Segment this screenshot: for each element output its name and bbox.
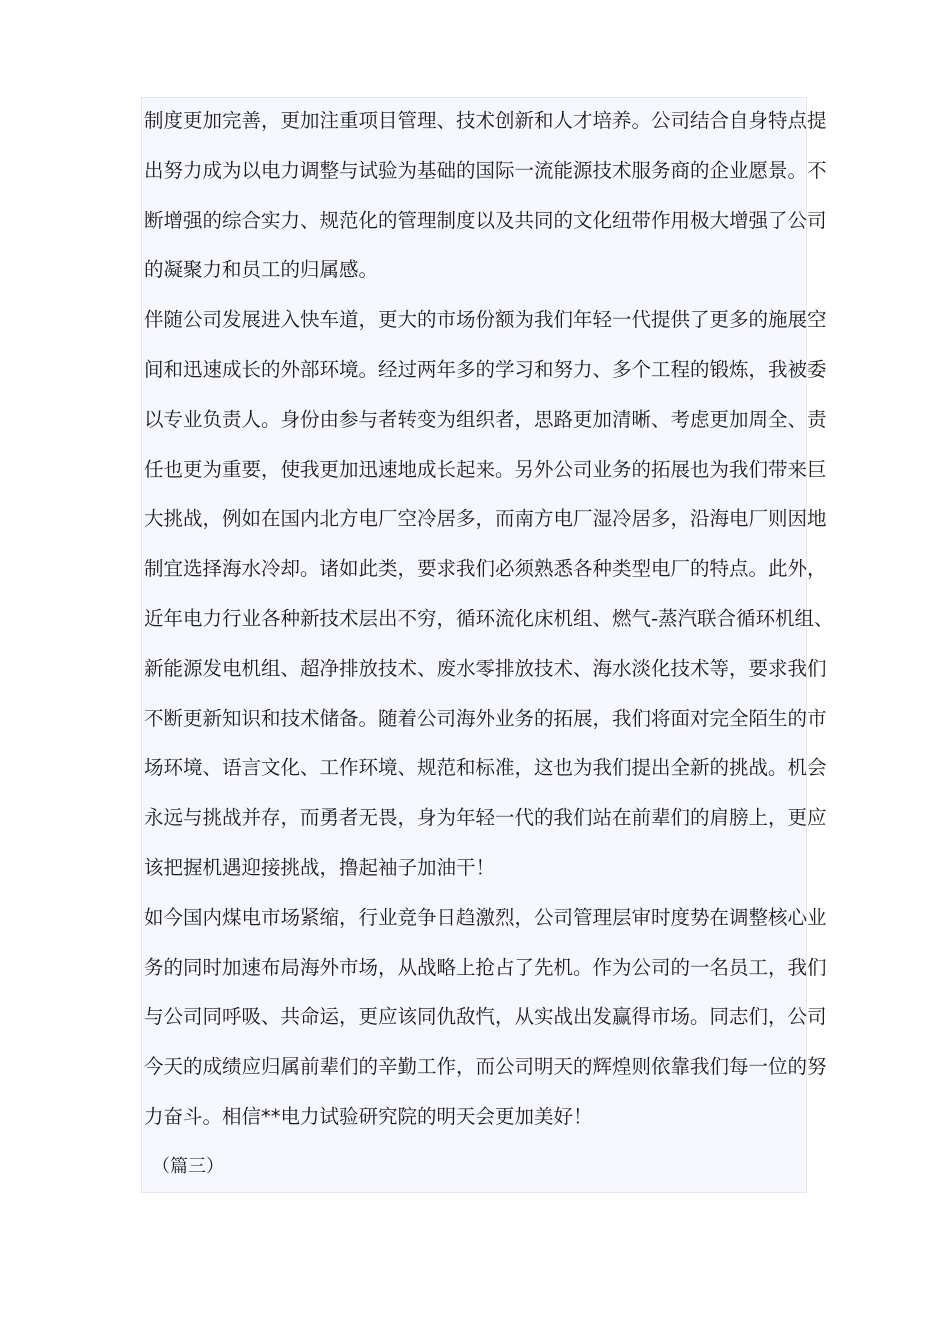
section-heading: （篇三）	[152, 1155, 224, 1177]
text-line: 如今国内煤电市场紧缩，行业竞争日趋激烈，公司管理层审时度势在调整核心业	[144, 905, 827, 929]
text-line: 以专业负责人。身份由参与者转变为组织者，思路更加清晰、考虑更加周全、责	[144, 407, 827, 431]
text-line: 永远与挑战并存，而勇者无畏，身为年轻一代的我们站在前辈们的肩膀上，更应	[144, 806, 827, 830]
text-line: 新能源发电机组、超净排放技术、废水零排放技术、海水淡化技术等，要求我们	[144, 656, 827, 680]
text-line: 任也更为重要，使我更加迅速地成长起来。另外公司业务的拓展也为我们带来巨	[144, 457, 827, 481]
text-line: 务的同时加速布局海外市场，从战略上抢占了先机。作为公司的一名员工，我们	[144, 955, 827, 979]
paragraph-1	[144, 96, 827, 295]
text-line: 大挑战，例如在国内北方电厂空冷居多，而南方电厂湿冷居多，沿海电厂则因地	[144, 507, 827, 531]
text-line: 断增强的综合实力、规范化的管理制度以及共同的文化纽带作用极大增强了公司	[144, 208, 827, 232]
paragraph-3	[144, 893, 827, 1142]
text-line: 出努力成为以电力调整与试验为基础的国际一流能源技术服务商的企业愿景。不	[144, 158, 827, 182]
text-line: 制宜选择海水冷却。诸如此类，要求我们必须熟悉各种类型电厂的特点。此外，	[144, 557, 827, 581]
text-line: 力奋斗。相信**电力试验研究院的明天会更加美好！	[144, 1104, 593, 1128]
paragraph-2	[144, 295, 834, 893]
text-line: 的凝聚力和员工的归属感。	[144, 258, 379, 282]
text-line: 间和迅速成长的外部环境。经过两年多的学习和努力、多个工程的锻炼，我被委	[144, 357, 827, 381]
text-line: 与公司同呼吸、共命运，更应该同仇敌忾，从实战出发赢得市场。同志们，公司	[144, 1005, 827, 1029]
text-line: 场环境、语言文化、工作环境、规范和标准，这也为我们提出全新的挑战。机会	[144, 756, 827, 780]
text-line: 该把握机遇迎接挑战，撸起袖子加油干！	[144, 855, 496, 879]
text-line: 近年电力行业各种新技术层出不穷，循环流化床机组、燃气-蒸汽联合循环机组、	[144, 606, 834, 630]
text-line: 制度更加完善，更加注重项目管理、技术创新和人才培养。公司结合自身特点提	[144, 109, 827, 132]
text-body	[144, 96, 834, 1192]
text-line: 今天的成绩应归属前辈们的辛勤工作，而公司明天的辉煌则依靠我们每一位的努	[144, 1055, 827, 1079]
text-line: 不断更新知识和技术储备。随着公司海外业务的拓展，我们将面对完全陌生的市	[144, 706, 827, 730]
text-line: 伴随公司发展进入快车道，更大的市场份额为我们年轻一代提供了更多的施展空	[144, 308, 827, 332]
